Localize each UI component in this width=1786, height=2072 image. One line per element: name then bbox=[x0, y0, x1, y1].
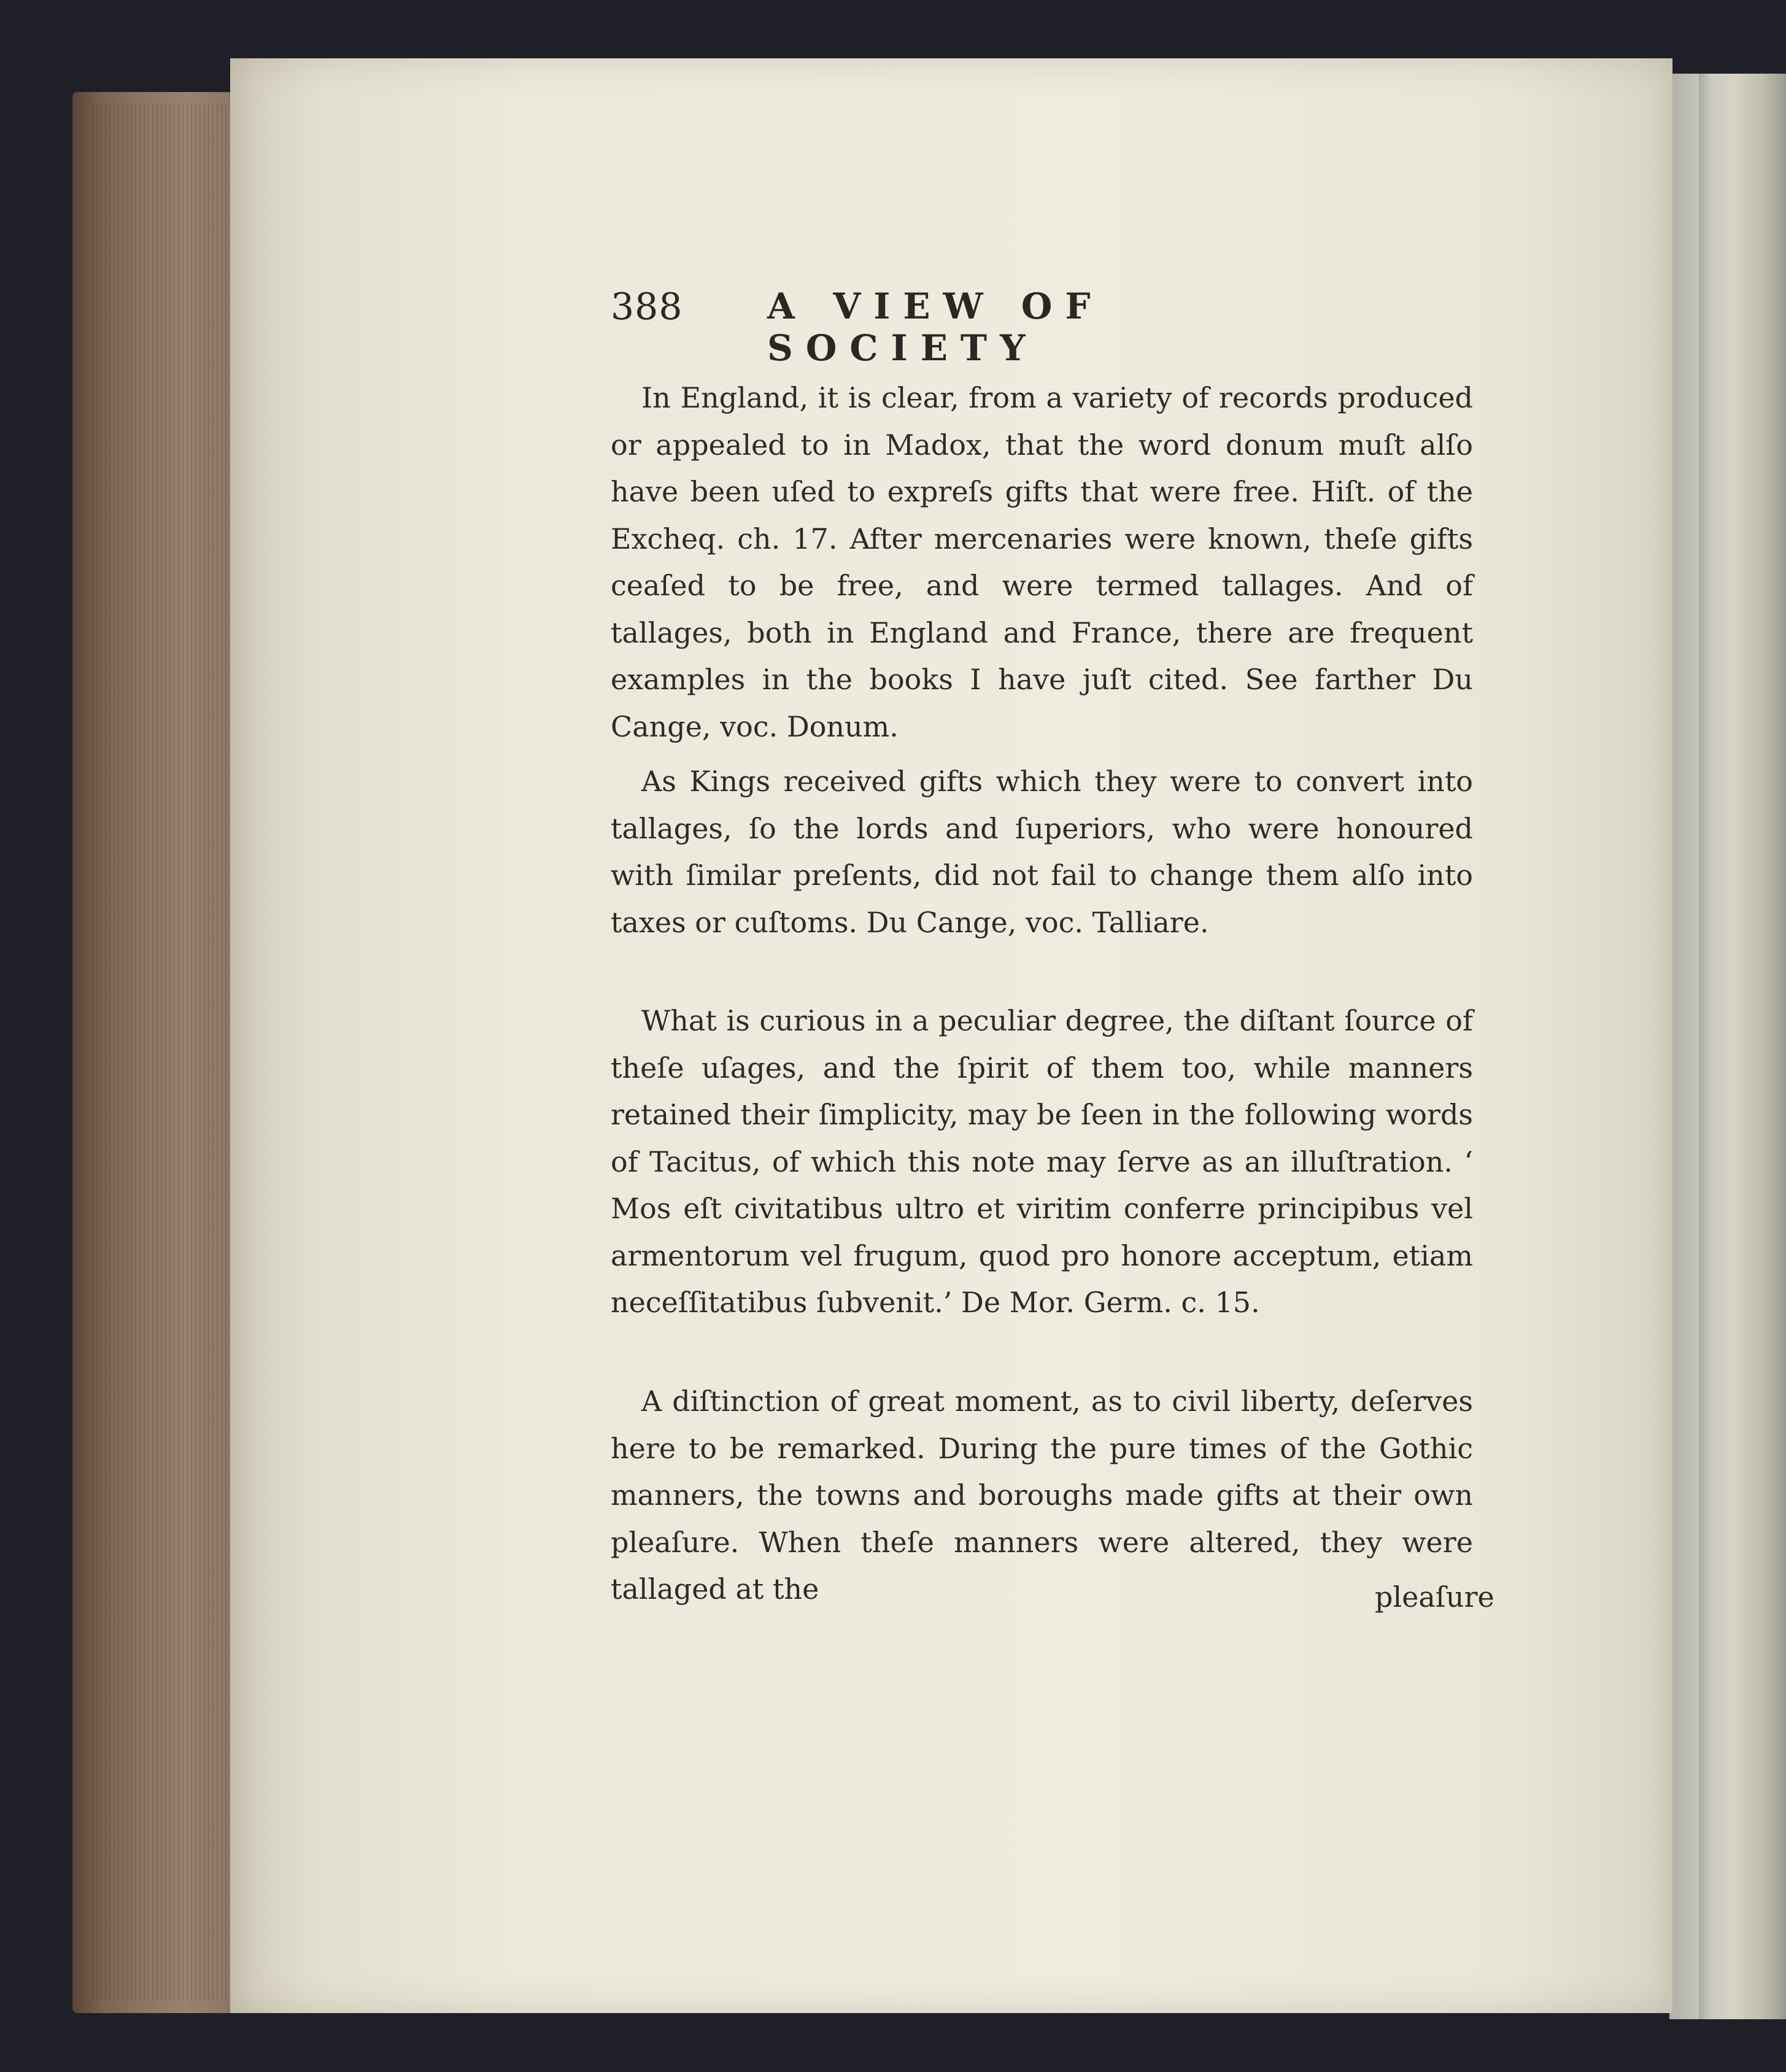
paragraph-tallages bbox=[611, 758, 1473, 946]
paragraph-text: What is curious in a peculiar degree, the diſtant ſource of theſe uſages, and the ſpirit of them too, while manners retained their ſimplicity, may be ſeen in the following words of Tacitus, of which this note may ſerve as an illuſtration. ‘ Mos eſt civitatibus ultro et viritim conferre principibus vel armentorum vel frugum, quod pro honore acceptum, etiam neceſſitatibus ſubvenit.’ De Mor. Germ. c. 15. bbox=[611, 1004, 1473, 1319]
catchword: pleaſure bbox=[1375, 1580, 1494, 1614]
page-header bbox=[611, 285, 1347, 369]
paragraph-donum bbox=[611, 374, 1473, 750]
running-head: A VIEW OF SOCIETY bbox=[767, 285, 1104, 369]
paragraph-civil-liberty bbox=[611, 1378, 1473, 1613]
page-edges-texture bbox=[92, 104, 227, 2001]
paragraph-text: As Kings received gifts which they were to convert into tallages, ſo the lords and ſuperiors, who were honoured with ſimilar preſents, did not fail to change them alſo into taxes or cuſtoms. Du Cange, voc. Talliare. bbox=[611, 765, 1473, 939]
facing-page-edge bbox=[1669, 74, 1786, 2019]
paragraph-text: A diſtinction of great moment, as to civil liberty, deſerves here to be remarked. During the pure times of the Gothic manners, the towns and boroughs made gifts at their own pleaſure. When theſe manners were altered, they were tallaged at the bbox=[611, 1385, 1473, 1606]
paragraph-tacitus bbox=[611, 997, 1473, 1326]
gutter-shadow bbox=[1699, 74, 1711, 2019]
paragraph-text: In England, it is clear, from a variety of records produced or appealed to in Madox, that the word donum muſt alſo have been uſed to expreſs gifts that were free. Hiſt. of the Excheq. ch. 17. After mercenaries were known, theſe gifts ceaſed to be free, and were termed tallages. And of tallages, both in England and France, there are frequent examples in the books I have juſt cited. See farther Du Cange, voc. Donum. bbox=[611, 381, 1473, 743]
page-number: 388 bbox=[611, 285, 683, 328]
